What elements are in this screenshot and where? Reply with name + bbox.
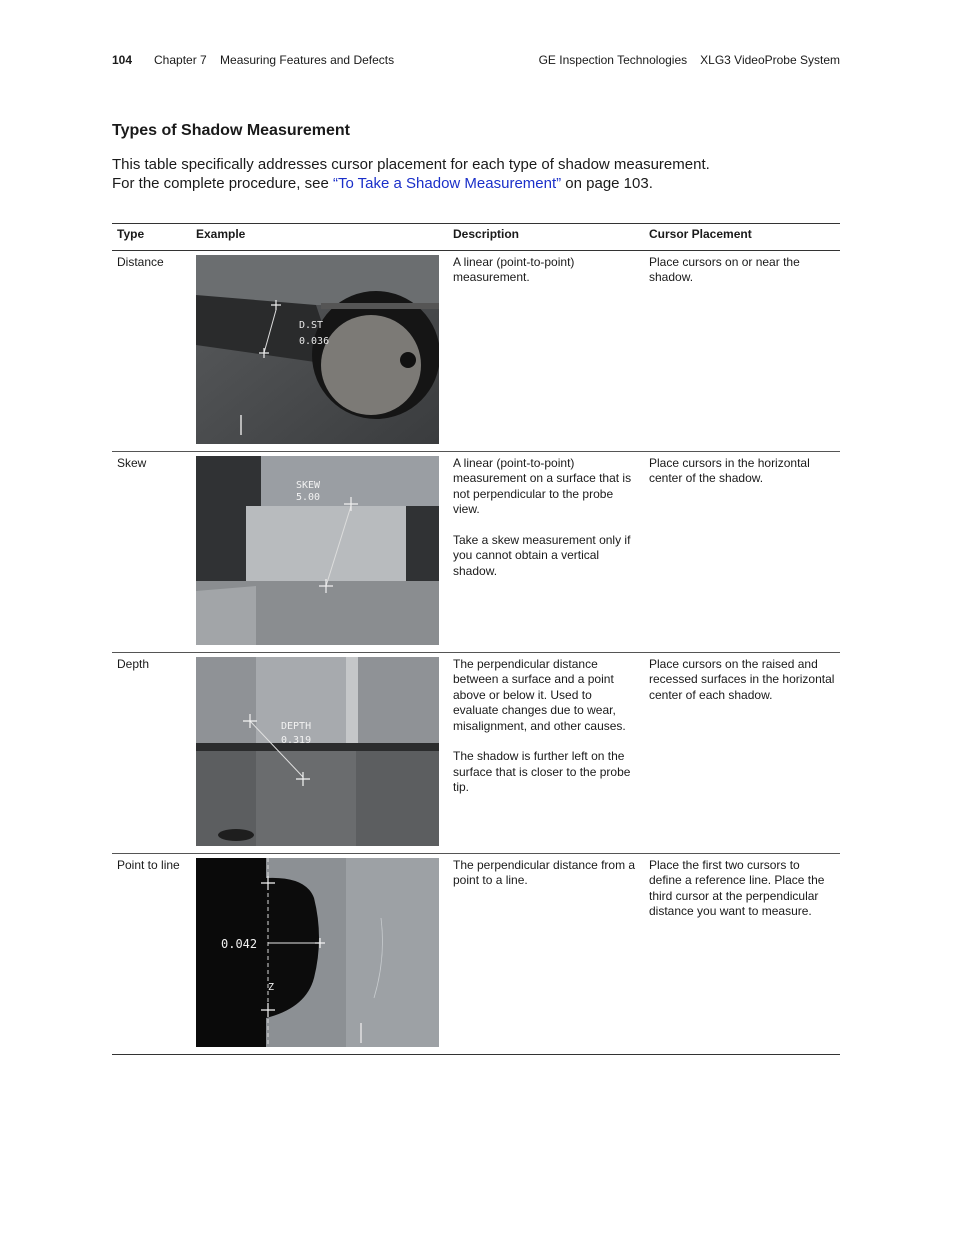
overlay-value: 0.319 bbox=[281, 734, 312, 746]
overlay-label: DEPTH bbox=[281, 720, 312, 732]
header-cursor-placement: Cursor Placement bbox=[644, 224, 840, 251]
description-paragraph: Take a skew measurement only if you cannot obtain a vertical shadow. bbox=[453, 532, 631, 578]
page-number: 104 bbox=[112, 53, 133, 67]
example-cell bbox=[191, 853, 448, 1054]
overlay-value: 0.042 bbox=[221, 936, 258, 951]
intro-line-2 bbox=[112, 174, 832, 193]
overlay-label: Z bbox=[268, 981, 275, 993]
skew-example-image bbox=[196, 456, 439, 645]
row-type: Point to line bbox=[112, 853, 191, 1054]
intro-line-2-suffix: on page 103. bbox=[561, 175, 653, 192]
page-header bbox=[112, 53, 840, 69]
row-type: Skew bbox=[112, 451, 191, 652]
chapter-title: Chapter 7 Measuring Features and Defects bbox=[154, 53, 395, 67]
overlay-label: SKEW bbox=[296, 479, 321, 491]
table-row bbox=[112, 652, 840, 853]
description-paragraph: The perpendicular distance between a surface and a point above or below it. Used to evaluate changes due to wear, misalignment, and other causes. bbox=[453, 656, 626, 733]
row-description bbox=[448, 652, 644, 853]
intro-paragraph bbox=[112, 155, 832, 193]
example-cell bbox=[191, 250, 448, 451]
point-to-line-example-image bbox=[196, 858, 439, 1047]
row-cursor-placement: Place cursors on the raised and recessed surfaces in the horizontal center of each shadow. bbox=[644, 652, 840, 853]
overlay-label: D.ST bbox=[299, 319, 324, 331]
row-cursor-placement: Place cursors in the horizontal center of the shadow. bbox=[644, 451, 840, 652]
row-type: Distance bbox=[112, 250, 191, 451]
header-right bbox=[539, 53, 840, 67]
row-cursor-placement: Place cursors on or near the shadow. bbox=[644, 250, 840, 451]
description-paragraph: The perpendicular distance from a point to a line. bbox=[453, 857, 636, 887]
example-cell bbox=[191, 451, 448, 652]
example-cell bbox=[191, 652, 448, 853]
row-description bbox=[448, 250, 644, 451]
description-paragraph: The shadow is further left on the surface that is closer to the probe tip. bbox=[453, 749, 631, 794]
procedure-link[interactable]: “To Take a Shadow Measurement” bbox=[332, 175, 562, 192]
row-description bbox=[448, 853, 644, 1054]
description-paragraph: A linear (point-to-point) measurement. bbox=[453, 254, 575, 284]
overlay-value: 5.00 bbox=[296, 491, 321, 503]
description-paragraph: A linear (point-to-point) measurement on a surface that is not perpendicular to the probe view. bbox=[453, 455, 632, 516]
intro-line-1: This table specifically addresses cursor placement for each type of shadow measurement. bbox=[112, 156, 710, 173]
distance-example-image bbox=[196, 255, 439, 444]
depth-example-image bbox=[196, 657, 439, 846]
product-name: XLG3 VideoProbe System bbox=[700, 53, 840, 67]
header-description: Description bbox=[448, 224, 644, 251]
section-title: Types of Shadow Measurement bbox=[112, 122, 350, 139]
table-row bbox=[112, 853, 840, 1054]
header-example: Example bbox=[191, 224, 448, 251]
row-type: Depth bbox=[112, 652, 191, 853]
table-row bbox=[112, 451, 840, 652]
table-row bbox=[112, 250, 840, 451]
header-type: Type bbox=[112, 224, 191, 251]
row-description bbox=[448, 451, 644, 652]
table-header-row bbox=[112, 224, 840, 251]
company-name: GE Inspection Technologies bbox=[538, 53, 688, 67]
row-cursor-placement: Place the first two cursors to define a reference line. Place the third cursor at the perpendicular distance you want to measure. bbox=[644, 853, 840, 1054]
overlay-value: 0.036 bbox=[299, 335, 330, 347]
intro-line-2-prefix: For the complete procedure, see bbox=[112, 175, 333, 192]
shadow-measurement-table bbox=[112, 223, 840, 1055]
